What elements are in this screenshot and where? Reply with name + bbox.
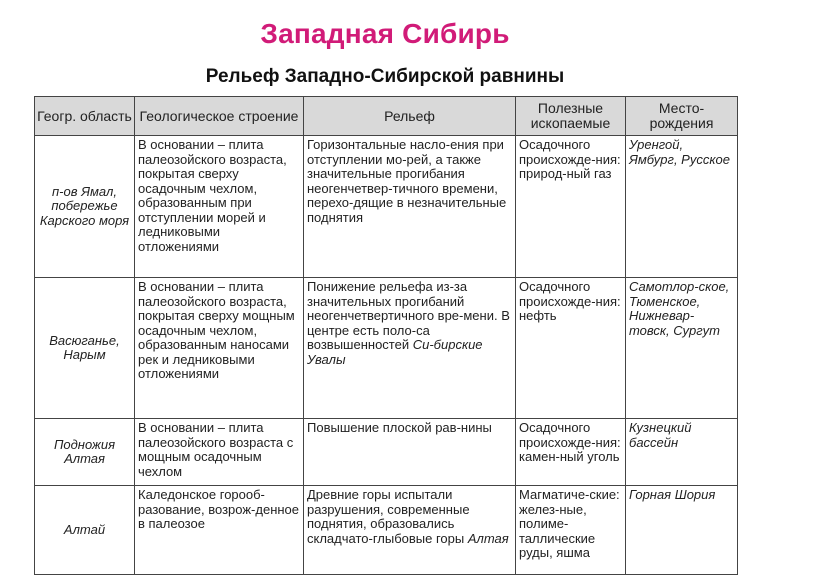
cell-region: п-ов Ямал, побережье Карского моря xyxy=(35,136,135,278)
cell-deposits: Кузнецкий бассейн xyxy=(626,419,738,486)
cell-relief xyxy=(304,278,516,419)
cell-minerals: Магматиче-ские: желез-ные, полиме-таллические руды, яшма xyxy=(516,486,626,575)
cell-minerals: Осадочного происхожде-ния: нефть xyxy=(516,278,626,419)
header-geology: Геологическое строение xyxy=(135,97,304,136)
cell-minerals: Осадочного происхожде-ния: камен-ный уголь xyxy=(516,419,626,486)
cell-relief xyxy=(304,486,516,575)
cell-deposits: Самотлор-ское, Тюменское, Нижневар-товск, Сургут xyxy=(626,278,738,419)
relief-text: Понижение рельефа из-за значительных прогибаний неогенчетвертичного вре-мени. В центре есть поло-са возвышенностей xyxy=(307,279,510,352)
cell-region: Подножия Алтая xyxy=(35,419,135,486)
relief-text: Древние горы испытали разрушения, современные поднятия, образовались складчато-глыбовые горы xyxy=(307,487,470,546)
cell-region: Алтай xyxy=(35,486,135,575)
cell-deposits: Горная Шория xyxy=(626,486,738,575)
relief-italic-text: Си-бирские Увалы xyxy=(307,337,483,367)
table-row xyxy=(35,278,738,419)
cell-region: Васюганье, Нарым xyxy=(35,278,135,419)
cell-relief: Повышение плоской рав-нины xyxy=(304,419,516,486)
table-row xyxy=(35,136,738,278)
cell-geology: Каледонское горооб-разование, возрож-денное в палеозое xyxy=(135,486,304,575)
cell-geology: В основании – плита палеозойского возраста с мощным осадочным чехлом xyxy=(135,419,304,486)
table-title: Рельеф Западно-Сибирской равнины xyxy=(205,66,565,87)
table-row xyxy=(35,419,738,486)
relief-italic-text: Алтая xyxy=(467,530,509,546)
header-minerals: Полезные ископаемые xyxy=(516,97,626,136)
relief-table xyxy=(34,96,738,575)
cell-deposits: Уренгой, Ямбург, Русское xyxy=(626,136,738,278)
header-relief: Рельеф xyxy=(304,97,516,136)
table-row xyxy=(35,486,738,575)
header-deposits: Место-рождения xyxy=(626,97,738,136)
cell-relief: Горизонтальные насло-ения при отступлении мо-рей, а также значительные прогибания неогенчетвер-тичного времени, перехо-дящие в незначительные поднятия xyxy=(304,136,516,278)
cell-geology: В основании – плита палеозойского возраста, покрытая сверху мощным осадочным чехлом, образованным наносами рек и ледниковыми отложениями xyxy=(135,278,304,419)
cell-minerals: Осадочного происхожде-ния: природ-ный газ xyxy=(516,136,626,278)
page-title: Западная Сибирь xyxy=(260,18,510,49)
header-region: Геогр. область xyxy=(35,97,135,136)
cell-geology: В основании – плита палеозойского возраста, покрытая сверху осадочным чехлом, образованным при отступлении морей и ледниковыми отложениями xyxy=(135,136,304,278)
table-header-row xyxy=(35,97,738,136)
